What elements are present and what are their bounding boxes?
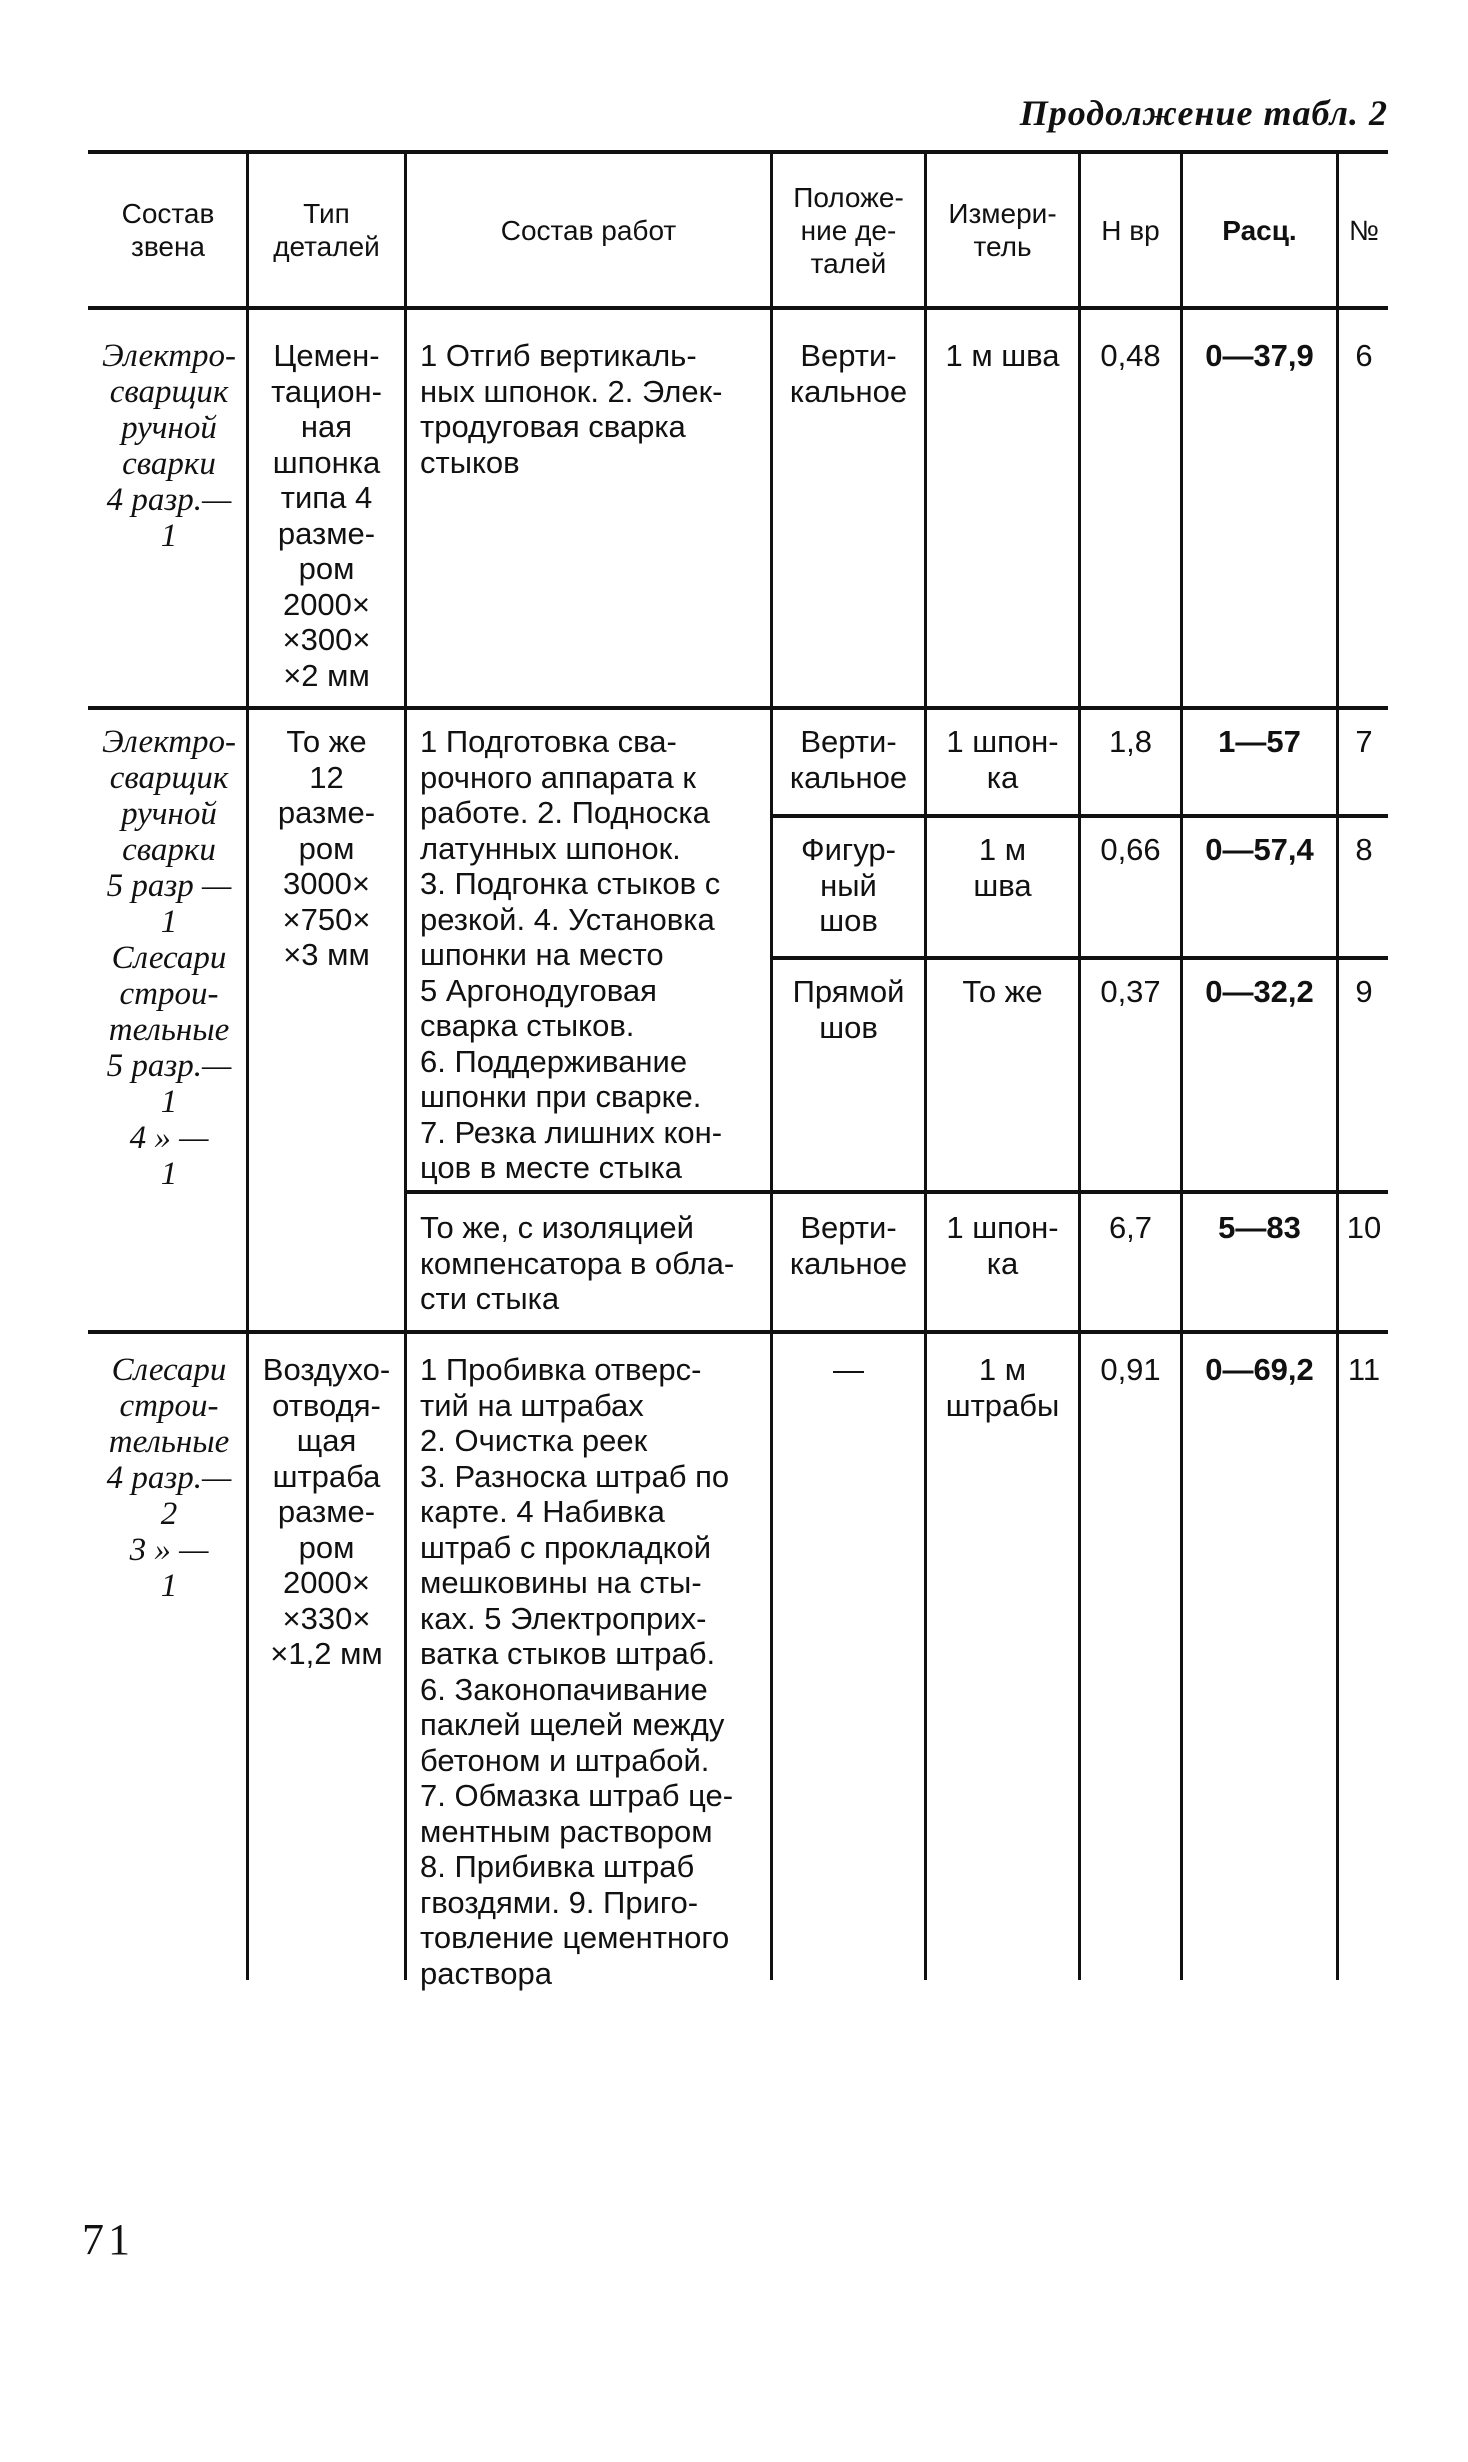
row10-norm: 6,7 <box>1108 1210 1153 1245</box>
row6-norm: 0,48 <box>1100 338 1161 373</box>
row11-norm: 0,91 <box>1100 1352 1161 1387</box>
group2-staff: Электро- сварщик ручной сварки 5 разр — 1 Слесари строи- тельные 5 разр.— 1 4 » — 1 <box>101 724 237 1192</box>
table-continuation-caption: Продолжение табл. 2 <box>1019 93 1388 133</box>
row11-position: — <box>833 1352 864 1387</box>
header-bottom-rule <box>88 306 1388 310</box>
header-part-type: Тип деталей <box>273 198 380 262</box>
col-divider-3 <box>770 150 773 1980</box>
row7-rate: 1—57 <box>1218 724 1301 759</box>
row10-unit: 1 шпон- ка <box>946 1210 1059 1281</box>
header-unit: Измери- тель <box>948 198 1057 262</box>
row7-position: Верти- кальное <box>789 724 908 795</box>
row11-work: 1 Пробивка отверс- тий на штрабах 2. Очистка реек 3. Разноска штраб по карте. 4 Набивка штраб с прокладкой мешковины на сты- ках. 5 Электроприх- ватка стыков штраб. 6. Законопачивание паклей щелей между бетоном и штрабой. 7. Обмазка штраб це- ментным раствором 8. Прибивка штраб гвоздями. 9. Приго- товление цементного раствора <box>420 1352 734 1991</box>
group2-bottom-rule <box>88 1330 1388 1334</box>
col-divider-6 <box>1180 150 1183 1980</box>
group3-staff: Слесари строи- тельные 4 разр.— 2 3 » — 1 <box>106 1352 232 1604</box>
row7-number: 7 <box>1355 724 1373 759</box>
header-work: Состав работ <box>500 214 677 246</box>
page-number: 71 <box>82 2215 134 2264</box>
header-rate: Расц. <box>1222 214 1297 246</box>
header-staff: Состав звена <box>121 198 215 262</box>
row7-unit: 1 шпон- ка <box>946 724 1059 795</box>
row7-norm: 1,8 <box>1108 724 1153 759</box>
row11-number: 11 <box>1347 1352 1381 1387</box>
row8-number: 8 <box>1355 832 1373 867</box>
row10-position: Верти- кальное <box>789 1210 908 1281</box>
col-divider-4 <box>924 150 927 1980</box>
row6-unit: 1 м шва <box>945 338 1060 373</box>
row9-norm: 0,37 <box>1100 974 1161 1009</box>
row11-unit: 1 м штрабы <box>945 1352 1060 1423</box>
group1-staff: Электро- сварщик ручной сварки 4 разр.— 1 <box>101 338 237 554</box>
row8-position: Фигур- ный шов <box>801 832 896 938</box>
row9-number: 9 <box>1355 974 1373 1009</box>
group2-part-type: То же 12 разме- ром 3000× ×750× ×3 мм <box>277 724 376 972</box>
col-divider-5 <box>1078 150 1081 1980</box>
row10-number: 10 <box>1346 1210 1382 1245</box>
row6-position: Верти- кальное <box>789 338 908 409</box>
col-divider-7 <box>1336 150 1339 1980</box>
group2-work: 1 Подготовка сва- рочного аппарата к работе. 2. Подноска латунных шпонок. 3. Подгонка стыков с резкой. 4. Установка шпонки на место 5 Аргонодуговая сварка стыков. 6. Поддерживание шпонки при сварке. 7. Резка лишних кон- цов в месте стыка <box>420 724 723 1185</box>
row10-rate: 5—83 <box>1218 1210 1301 1245</box>
header-position: Положе- ние де- талей <box>793 181 904 279</box>
row8-norm: 0,66 <box>1100 832 1161 867</box>
row10-work: То же, с изоляцией компенсатора в обла- сти стыка <box>420 1210 735 1316</box>
header-number: № <box>1348 214 1380 246</box>
group3-part-type: Воздухо- отводя- щая штраба разме- ром 2000× ×330× ×1,2 мм <box>262 1352 391 1671</box>
row8-unit: 1 м шва <box>973 832 1032 903</box>
row6-rate: 0—37,9 <box>1205 338 1314 373</box>
group1-bottom-rule <box>88 706 1388 710</box>
row8-rate: 0—57,4 <box>1205 832 1314 867</box>
row9-bottom-rule <box>406 1190 1388 1194</box>
row11-rate: 0—69,2 <box>1205 1352 1314 1387</box>
row9-position: Прямой шов <box>792 974 905 1045</box>
group1-part-type: Цемен- тацион- ная шпонка типа 4 разме- ром 2000× ×300× ×2 мм <box>271 338 382 693</box>
row9-unit: То же <box>962 974 1043 1009</box>
row9-rate: 0—32,2 <box>1205 974 1314 1009</box>
row6-number: 6 <box>1355 338 1373 373</box>
col-divider-2 <box>404 150 407 1980</box>
row6-work: 1 Отгиб вертикаль- ных шпонок. 2. Элек- тродуговая сварка стыков <box>420 338 723 480</box>
header-norm: Н вр <box>1101 214 1160 246</box>
